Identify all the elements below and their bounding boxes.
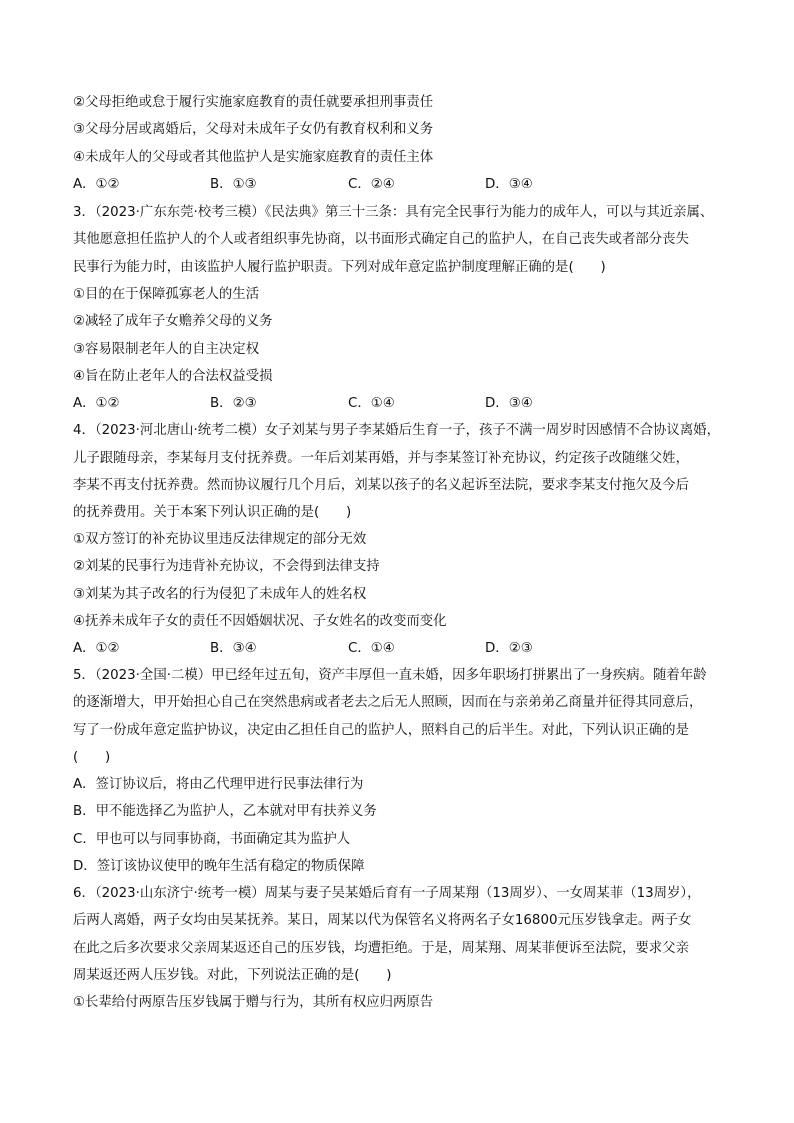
q2-option-a: A．①②: [73, 177, 120, 192]
q5-choice-a: A．签订协议后，将由乙代理甲进行民事法律行为: [73, 777, 364, 792]
q3-option-a: A．①②: [73, 396, 120, 411]
q4-statement-4: ④抚养未成年子女的责任不因婚姻状况、子女姓名的改变而变化: [73, 614, 447, 629]
q2-option-b: B．①③: [210, 177, 257, 192]
q5-stem-line-1: 5．（2023·全国·二模）甲已经年过五旬，资产丰厚但一直未婚，因多年职场打拼累出了一身疾病。随着年龄: [73, 668, 707, 683]
q5-choice-c: C．甲也可以与同事协商，书面确定其为监护人: [73, 832, 351, 847]
q4-option-d: D．②③: [485, 641, 533, 656]
q4-statement-2: ②刘某的民事行为违背补充协议，不会得到法律支持: [73, 559, 380, 574]
q4-stem-line-3: 李某不再支付抚养费。然而协议履行几个月后，刘某以孩子的名义起诉至法院，要求李某支付拖欠及今后: [73, 478, 689, 493]
q5-choice-d: D．签订该协议使甲的晚年生活有稳定的物质保障: [73, 859, 365, 874]
q5-stem-line-4: ( ): [73, 750, 111, 765]
q3-option-c: C．①④: [348, 396, 395, 411]
q3-statement-2: ②减轻了成年子女赡养父母的义务: [73, 314, 273, 329]
q5-stem-line-2: 的逐渐增大，甲开始担心自己在突然患病或者老去之后无人照顾，因而在与亲弟弟乙商量并征得其同意后，: [73, 695, 703, 710]
q3-option-d: D．③④: [485, 396, 533, 411]
q4-stem-line-2: 儿子跟随母亲，李某每月支付抚养费。一年后刘某再婚，并与李某签订补充协议，约定孩子改随继父姓，: [73, 451, 689, 466]
q3-option-b: B．②③: [210, 396, 257, 411]
q4-stem-line-1: 4．（2023·河北唐山·统考二模）女子刘某与男子李某婚后生育一子，孩子不满一周岁时因感情不合协议离婚，: [73, 423, 720, 438]
q4-stem-line-4: 的抚养费用。关于本案下列认识正确的是( ): [73, 505, 352, 520]
q4-options: [73, 639, 633, 659]
q3-options: [73, 394, 633, 414]
q3-stem-line-2: 其他愿意担任监护人的个人或者组织事先协商，以书面形式确定自己的监护人，在自己丧失或者部分丧失: [73, 232, 689, 247]
q2-option-d: D．③④: [485, 177, 533, 192]
q3-statement-3: ③容易限制老年人的自主决定权: [73, 342, 260, 357]
q3-statement-1: ①目的在于保障孤寡老人的生活: [73, 287, 260, 302]
q4-option-c: C．①④: [348, 641, 395, 656]
q3-statement-4: ④旨在防止老年人的合法权益受损: [73, 369, 273, 384]
q3-stem-line-3: 民事行为能力时，由该监护人履行监护职责。下列对成年意定监护制度理解正确的是( ): [73, 260, 606, 275]
q5-choice-b: B．甲不能选择乙为监护人，乙本就对甲有扶养义务: [73, 804, 377, 819]
q4-option-b: B．③④: [210, 641, 257, 656]
q2-statement-3: ③父母分居或离婚后，父母对未成年子女仍有教育权利和义务: [73, 122, 434, 137]
q5-stem-line-3: 写了一份成年意定监护协议，决定由乙担任自己的监护人，照料自己的后半生。对此，下列认识正确的是: [73, 723, 689, 738]
q4-statement-3: ③刘某为其子改名的行为侵犯了未成年人的姓名权: [73, 587, 367, 602]
q6-stem-line-2: 后两人离婚，两子女均由吴某抚养。某日，周某以代为保管名义将两名子女16800元压岁钱拿走。两子女: [73, 913, 692, 928]
q4-option-a: A．①②: [73, 641, 120, 656]
q6-statement-1: ①长辈给付两原告压岁钱属于赠与行为，其所有权应归两原告: [73, 995, 434, 1010]
q6-stem-line-3: 在此之后多次要求父亲周某返还自己的压岁钱，均遭拒绝。于是，周某翔、周某菲便诉至法院，要求父亲: [73, 941, 689, 956]
q4-statement-1: ①双方签订的补充协议里违反法律规定的部分无效: [73, 532, 367, 547]
q6-stem-line-4: 周某返还两人压岁钱。对此，下列说法正确的是( ): [73, 968, 392, 983]
q2-options: [73, 175, 633, 195]
q3-stem-line-1: 3．（2023·广东东莞·校考三模）《民法典》第三十三条：具有完全民事行为能力的成年人，可以与其近亲属、: [73, 205, 714, 220]
q6-stem-line-1: 6．（2023·山东济宁·统考一模）周某与妻子吴某婚后育有一子周某翔（13周岁）、一女周某菲（13周岁），: [73, 886, 701, 901]
q2-statement-4: ④未成年人的父母或者其他监护人是实施家庭教育的责任主体: [73, 150, 434, 165]
q2-option-c: C．②④: [348, 177, 395, 192]
q2-statement-2: ②父母拒绝或怠于履行实施家庭教育的责任就要承担刑事责任: [73, 95, 434, 110]
